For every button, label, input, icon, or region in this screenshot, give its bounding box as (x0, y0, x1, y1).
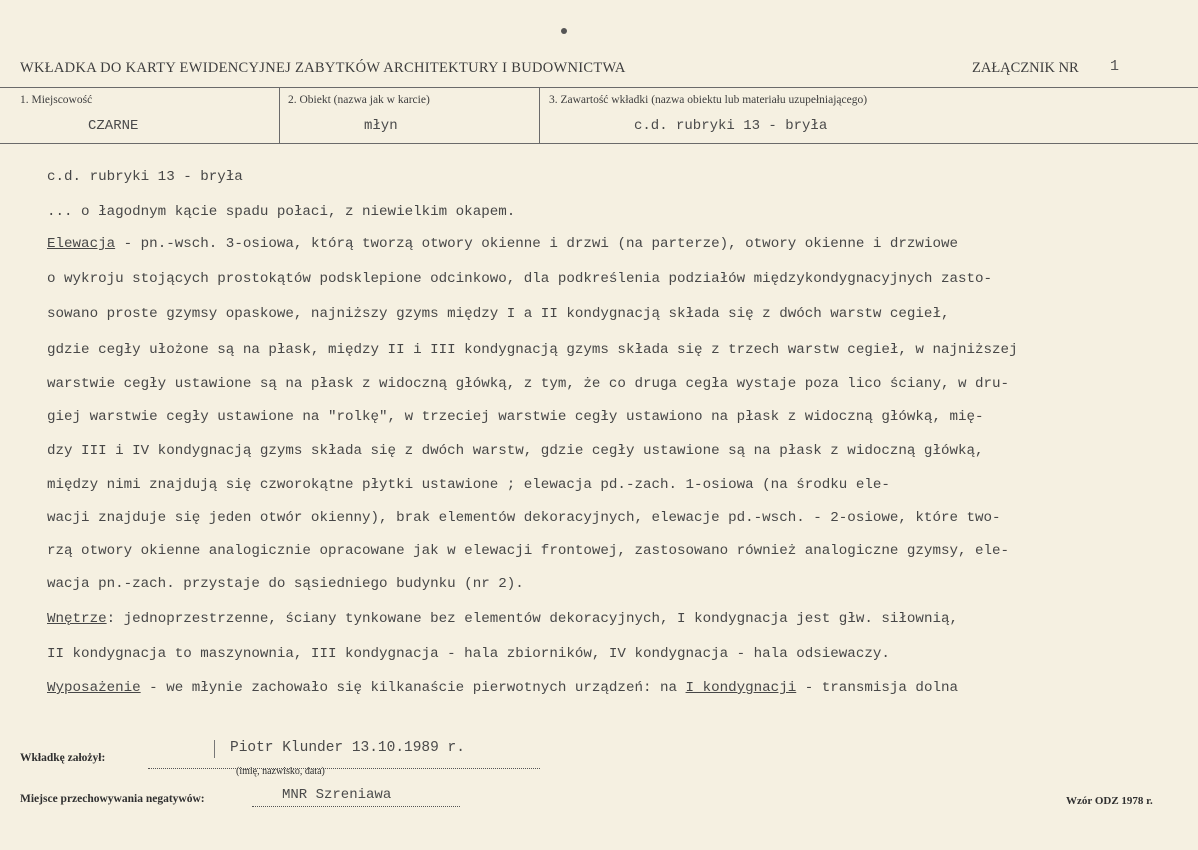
body-line-8: giej warstwie cegły ustawione na "rolkę", w trzeciej warstwie cegły ustawiono na płask z widoczną główką, mię- (47, 409, 984, 425)
body-line-16-text: - we młynie zachowało się kilkanaście pierwotnych urządzeń: na (140, 680, 686, 696)
body-line-1: c.d. rubryki 13 - bryła (47, 169, 243, 185)
author-label: Wkładkę założył: (20, 752, 106, 764)
body-line-16 (47, 680, 958, 696)
body-line-14-text: : jednoprzestrzenne, ściany tynkowane bez elementów dekoracyjnych, I kondygnacja jest głw. siłownią, (106, 611, 958, 627)
body-line-2: ... o łagodnym kącie spadu połaci, z niewielkim okapem. (47, 204, 516, 220)
header-rule (0, 87, 1198, 88)
form-code: Wzór ODZ 1978 r. (1066, 795, 1153, 807)
body-line-3-text: - pn.-wsch. 3-osiowa, którą tworzą otwory okienne i drzwi (na parterze), otwory okienne i drzwiowe (115, 236, 958, 252)
content-label: 3. Zawartość wkładki (nazwa obiektu lub materiału uzupełniającego) (549, 94, 868, 106)
card-title: WKŁADKA DO KARTY EWIDENCYJNEJ ZABYTKÓW ARCHITEKTURY I BUDOWNICTWA (20, 60, 626, 76)
body-line-5: sowano proste gzymsy opaskowe, najniższy gzyms między I a II kondygnacją składa się z dwóch warstw cegieł, (47, 306, 950, 322)
field-divider-2 (539, 87, 540, 143)
annex-label: ZAŁĄCZNIK NR (972, 60, 1079, 76)
annex-number: 1 (1110, 58, 1120, 75)
locality-value: CZARNE (88, 118, 139, 134)
object-label: 2. Obiekt (nazwa jak w karcie) (288, 94, 430, 106)
negatives-line (252, 806, 460, 807)
negatives-value: MNR Szreniawa (282, 787, 392, 803)
elevation-heading: Elewacja (47, 236, 116, 252)
locality-label: 1. Miejscowość (20, 94, 93, 106)
body-line-11: wacji znajduje się jeden otwór okienny), brak elementów dekoracyjnych, elewacje pd.-wsch. - 2-osiowe, które two- (47, 510, 1001, 526)
content-value: c.d. rubryki 13 - bryła (634, 118, 828, 134)
body-line-13: wacja pn.-zach. przystaje do sąsiedniego budynku (nr 2). (47, 576, 524, 592)
author-line (148, 768, 540, 769)
author-hint: (imię, nazwisko, data) (236, 766, 325, 777)
author-value: Piotr Klunder 13.10.1989 r. (230, 740, 465, 756)
negatives-label: Miejsce przechowywania negatywów: (20, 793, 205, 805)
body-line-6: gdzie cegły ułożone są na płask, między II i III kondygnacją gzyms składa się z trzech warstw cegieł, w najniższej (47, 342, 1018, 358)
object-value: młyn (364, 118, 398, 134)
body-line-9: dzy III i IV kondygnacją gzyms składa się z dwóch warstw, gdzie cegły ustawione są na płask z widoczną główką, (47, 443, 984, 459)
body-line-10: między nimi znajdują się czworokątne płytki ustawione ; elewacja pd.-zach. 1-osiowa (na środku ele- (47, 477, 890, 493)
equipment-heading: Wyposażenie (47, 680, 141, 696)
body-line-3 (47, 236, 958, 252)
field-divider-1 (279, 87, 280, 143)
punch-mark (561, 28, 567, 34)
body-line-4: o wykroju stojących prostokątów podsklepione odcinkowo, dla podkreślenia podziałów międzykondygnacyjnych zasto- (47, 271, 993, 287)
body-line-15: II kondygnacja to maszynownia, III kondygnacja - hala zbiorników, IV kondygnacja - hala odsiewaczy. (47, 646, 890, 662)
body-line-12: rzą otwory okienne analogicznie opracowane jak w elewacji frontowej, zastosowano również analogiczne gzymsy, ele- (47, 543, 1010, 559)
first-storey-term: I kondygnacji (685, 680, 797, 696)
interior-heading: Wnętrze (47, 611, 107, 627)
fields-rule (0, 143, 1198, 144)
author-bracket (214, 740, 215, 758)
body-line-14 (47, 611, 958, 627)
body-line-16-end: - transmisja dolna (796, 680, 958, 696)
body-line-7: warstwie cegły ustawione są na płask z widoczną główką, z tym, że co druga cegła wystaje poza lico ściany, w dru- (47, 376, 1010, 392)
